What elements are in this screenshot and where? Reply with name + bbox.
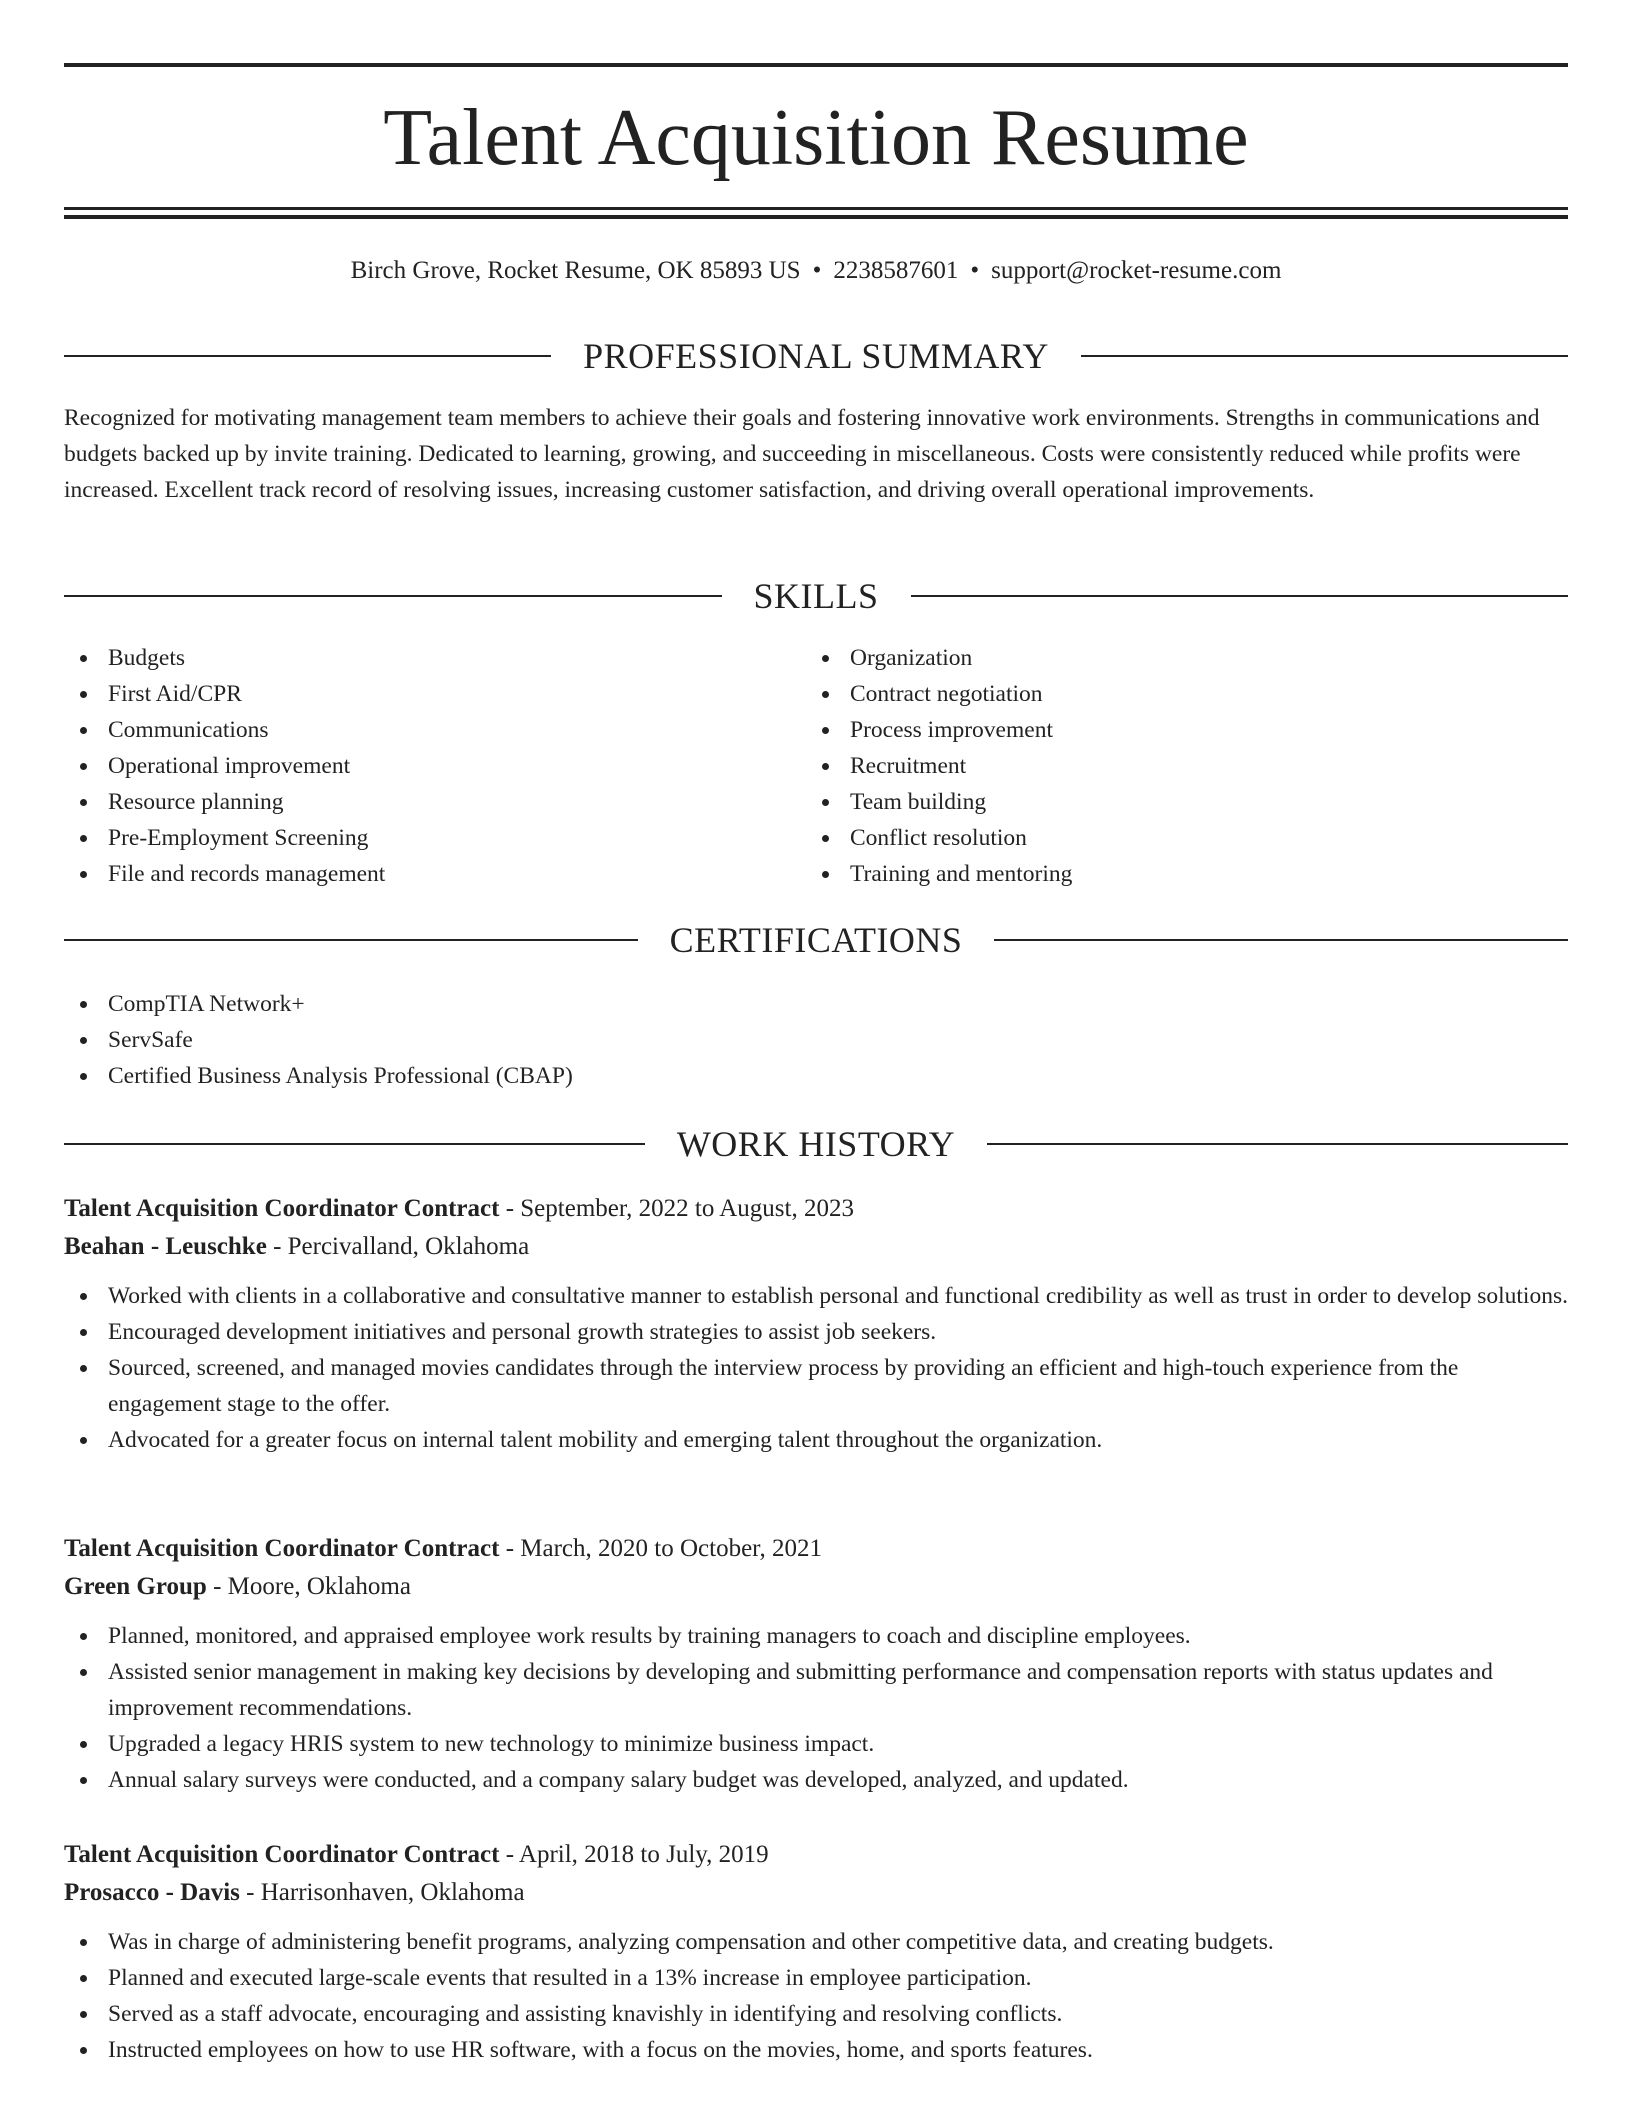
certification-item: ServSafe — [64, 1022, 1568, 1058]
contact-email: support@rocket-resume.com — [991, 257, 1282, 284]
section-rule — [64, 939, 638, 941]
skill-item: Organization — [806, 640, 1506, 676]
skill-item: Team building — [806, 784, 1506, 820]
certification-item: CompTIA Network+ — [64, 986, 1568, 1022]
job-bullet: Served as a staff advocate, encouraging and assisting knavishly in identifying and resolving conflicts. — [64, 1996, 1568, 2032]
job-bullets — [64, 1618, 1568, 1798]
skill-item: Communications — [64, 712, 764, 748]
section-heading-summary — [64, 334, 1568, 378]
job-title: Talent Acquisition Coordinator Contract — [64, 1535, 500, 1562]
skill-item: Contract negotiation — [806, 676, 1506, 712]
job-bullet: Was in charge of administering benefit programs, analyzing compensation and other competitive data, and creating budgets. — [64, 1924, 1568, 1960]
skill-item: Conflict resolution — [806, 820, 1506, 856]
section-heading-label: PROFESSIONAL SUMMARY — [583, 336, 1049, 376]
job-dates: - March, 2020 to October, 2021 — [499, 1535, 822, 1562]
header-double-rule-upper — [64, 207, 1568, 210]
job-dates: - September, 2022 to August, 2023 — [499, 1195, 854, 1222]
resume-title: Talent Acquisition Resume — [383, 94, 1249, 182]
job-company: Prosacco - Davis — [64, 1879, 240, 1906]
job-bullet: Advocated for a greater focus on internal talent mobility and emerging talent throughout the organization. — [64, 1422, 1568, 1458]
job-bullet: Planned and executed large-scale events that resulted in a 13% increase in employee participation. — [64, 1960, 1568, 1996]
certifications-list — [64, 986, 1568, 1094]
skill-item: Training and mentoring — [806, 856, 1506, 892]
job-company-line — [64, 1874, 1568, 1912]
job-company-line — [64, 1568, 1568, 1606]
skill-item: Operational improvement — [64, 748, 764, 784]
header-top-rule — [64, 63, 1568, 67]
contact-phone: 2238587601 — [833, 257, 959, 284]
section-heading-work-history — [64, 1122, 1568, 1166]
job-title-line — [64, 1530, 1568, 1568]
job-entry — [64, 1836, 1568, 2068]
job-location: - Moore, Oklahoma — [206, 1573, 411, 1600]
job-location: - Harrisonhaven, Oklahoma — [239, 1879, 525, 1906]
job-bullets — [64, 1278, 1568, 1458]
job-location: - Percivalland, Oklahoma — [266, 1233, 530, 1260]
job-entry — [64, 1190, 1568, 1458]
section-rule — [911, 595, 1569, 597]
skill-item: Budgets — [64, 640, 764, 676]
skills-list-right — [806, 640, 1506, 892]
job-title: Talent Acquisition Coordinator Contract — [64, 1841, 500, 1868]
skill-item: First Aid/CPR — [64, 676, 764, 712]
job-bullet: Sourced, screened, and managed movies candidates through the interview process by providing an efficient and high-touch experience from the engagement stage to the offer. — [64, 1350, 1568, 1422]
section-heading-skills — [64, 574, 1568, 618]
skill-item: Pre-Employment Screening — [64, 820, 764, 856]
header-double-rule-lower — [64, 215, 1568, 219]
job-bullet: Assisted senior management in making key decisions by developing and submitting performance and compensation reports with status updates and improvement recommendations. — [64, 1654, 1568, 1726]
section-heading-label: CERTIFICATIONS — [669, 920, 963, 960]
job-company: Green Group — [64, 1573, 207, 1600]
job-dates: - April, 2018 to July, 2019 — [499, 1841, 769, 1868]
skill-item: Process improvement — [806, 712, 1506, 748]
job-title-line — [64, 1190, 1568, 1228]
section-rule — [994, 939, 1568, 941]
certification-item: Certified Business Analysis Professional (CBAP) — [64, 1058, 1568, 1094]
section-heading-certifications — [64, 918, 1568, 962]
section-heading-label: SKILLS — [753, 576, 879, 616]
job-title: Talent Acquisition Coordinator Contract — [64, 1195, 500, 1222]
skill-item: Resource planning — [64, 784, 764, 820]
job-company-line — [64, 1228, 1568, 1266]
section-rule — [64, 1143, 645, 1145]
contact-separator: • — [970, 257, 980, 284]
section-heading-label: WORK HISTORY — [676, 1124, 956, 1164]
contact-address: Birch Grove, Rocket Resume, OK 85893 US — [350, 257, 801, 284]
job-bullet: Worked with clients in a collaborative and consultative manner to establish personal and functional credibility as well as trust in order to develop solutions. — [64, 1278, 1568, 1314]
section-rule — [987, 1143, 1568, 1145]
contact-line — [64, 254, 1568, 288]
job-title-line — [64, 1836, 1568, 1874]
skill-item: File and records management — [64, 856, 764, 892]
job-bullet: Instructed employees on how to use HR software, with a focus on the movies, home, and sports features. — [64, 2032, 1568, 2068]
contact-separator: • — [812, 257, 822, 284]
skills-list-left — [64, 640, 764, 892]
job-bullet: Annual salary surveys were conducted, and a company salary budget was developed, analyzed, and updated. — [64, 1762, 1568, 1798]
job-entry — [64, 1530, 1568, 1798]
summary-text: Recognized for motivating management team members to achieve their goals and fostering innovative work environments. Strengths in communications and budgets backed up by invite training. Dedicated to learning, growing, and succeeding in miscellaneous. Costs were consistently reduced while profits were increased. Excellent track record of resolving issues, increasing customer satisfaction, and driving overall operational improvements. — [64, 405, 1540, 503]
job-company: Beahan - Leuschke — [64, 1233, 267, 1260]
job-bullet: Planned, monitored, and appraised employee work results by training managers to coach and discipline employees. — [64, 1618, 1568, 1654]
section-rule — [64, 355, 551, 357]
job-bullet: Upgraded a legacy HRIS system to new technology to minimize business impact. — [64, 1726, 1568, 1762]
section-rule — [64, 595, 722, 597]
job-bullet: Encouraged development initiatives and personal growth strategies to assist job seekers. — [64, 1314, 1568, 1350]
skill-item: Recruitment — [806, 748, 1506, 784]
job-bullets — [64, 1924, 1568, 2068]
section-rule — [1081, 355, 1568, 357]
